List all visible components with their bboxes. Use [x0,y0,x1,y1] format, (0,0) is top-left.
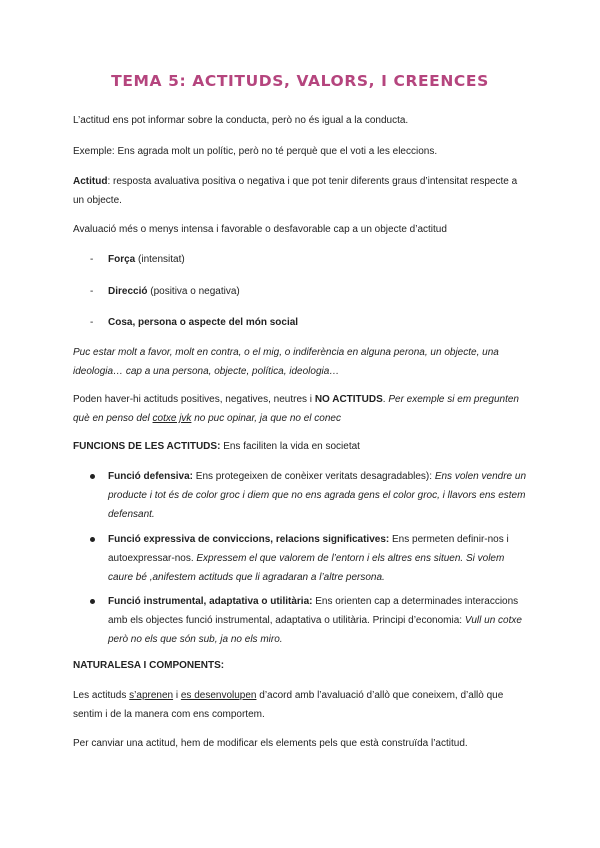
dash-marker: - [90,254,94,265]
bullet-text [108,592,530,649]
bullet-text [108,467,530,524]
italic-span: Ens volen vendre un producte i tot és de color groc i diem que no ens agrada gens el color groc, i llavors ens estem defensant. [108,471,526,520]
dash-marker: - [90,286,94,297]
funcions-heading [73,437,528,456]
text-span: Les actituds [73,690,130,701]
text-span: d’acord amb l’avaluació d’allò que coneixem, d’allò que sentim i de la manera com ens comportem. [73,690,504,720]
intro-paragraph: L’actitud ens pot informar sobre la conducta, però no és igual a la conducta. [73,115,409,126]
definition-text: : resposta avaluativa positiva o negativa i que pot tenir diferents graus d’intensitat respecte a un objecte. [73,176,518,206]
learning-paragraph [73,686,528,724]
text-span: Poden haver-hi actituds positives, negatives, neutres i [73,394,315,405]
text-span: Ens faciliten la vida en societat [220,441,360,452]
definition-term: Actitud [73,176,108,187]
bullet-icon [90,474,95,479]
underlined-span: cotxe jvk [152,413,192,424]
text-span: Ens permeten definir-nos i autoexpressar-nos. [108,534,509,564]
text-span: i [173,690,181,701]
italic-span: Expressem el que valorem de l’entorn i els altres ens situen. Si volem caure bé ,anifestem actituds que li agradaran a l’altre persona. [108,553,505,583]
dash-item-bold: Força [108,254,136,265]
underlined-span: es desenvolupen [180,690,257,701]
bullet-icon [90,537,95,542]
dash-item-bold: Cosa, persona o aspecte del món social [108,317,299,328]
bullet-item [90,592,530,649]
definition-paragraph [73,172,528,210]
dash-item-text: (positiva o negativa) [147,286,240,297]
example-paragraph: Exemple: Ens agrada molt un polític, però no té perquè que el voti a les eleccions. [73,146,438,157]
bullet-icon [90,599,95,604]
bold-span: Funció defensiva: [108,471,194,482]
italic-span: Per exemple si em pregunten què en penso del [73,394,519,424]
evaluation-paragraph: Avaluació més o menys intensa i favorable o desfavorable cap a un objecte d’actitud [73,224,447,235]
dash-list-item [90,250,185,269]
dash-item-text: (intensitat) [135,254,185,265]
text-span: Ens protegeixen de conèixer veritats desagradables): [193,471,435,482]
dash-list-item [90,313,298,332]
underlined-span: s’aprenen [129,690,174,701]
section-heading: FUNCIONS DE LES ACTITUDS: [73,441,221,452]
no-actituds-paragraph [73,390,528,428]
bullet-text [108,530,530,587]
bold-span: Funció instrumental, adaptativa o utilitària: [108,596,313,607]
italic-span: Vull un cotxe però no els que són sub, ja no els miro. [108,615,522,645]
text-span: . [382,394,389,405]
bullet-item [90,467,530,524]
page-title: TEMA 5: ACTITUDS, VALORS, I CREENCES [111,72,489,90]
naturalesa-heading: NATURALESA I COMPONENTS: [73,660,225,671]
bullet-item [90,530,530,587]
dash-list-item [90,282,240,301]
bold-span: NO ACTITUDS [314,394,383,405]
bold-span: Funció expressiva de conviccions, relacions significatives: [108,534,390,545]
dash-item-bold: Direcció [108,286,148,297]
change-paragraph: Per canviar una actitud, hem de modificar els elements pels que està construïda l’actitud. [73,738,468,749]
italic-paragraph: Puc estar molt a favor, molt en contra, o el mig, o indiferència en alguna perona, un objecte, una ideologia… cap a una persona, objecte, política, ideologia… [73,347,499,377]
dash-marker: - [90,317,94,328]
italic-span: no puc opinar, ja que no el conec [191,413,341,424]
text-span: Ens orienten cap a determinades interaccions amb els objectes funció instrumental, adaptativa o utilitària. Principi d’economia: [108,596,519,626]
